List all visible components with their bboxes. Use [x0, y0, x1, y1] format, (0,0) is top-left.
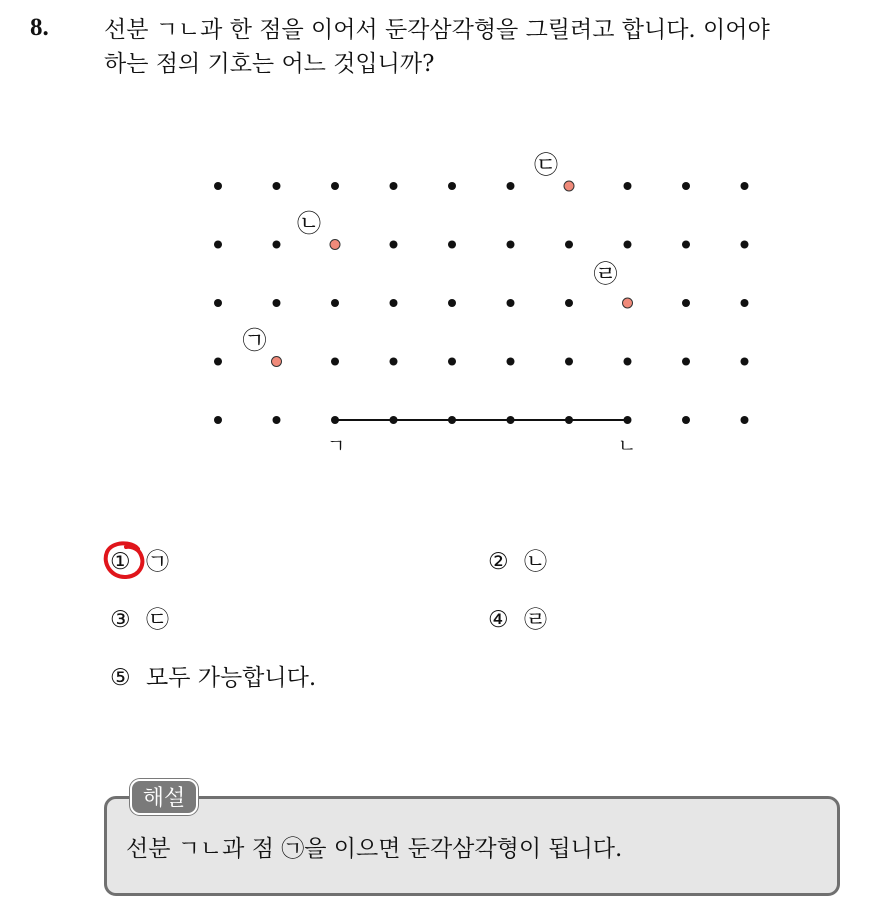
- choice-4-number: ④: [488, 607, 509, 633]
- choice-1-value: ㉠: [146, 549, 169, 575]
- question-line-1: 선분 ㄱㄴ과 한 점을 이어서 둔각삼각형을 그릴려고 합니다. 이어야: [104, 17, 770, 43]
- choice-3-value: ㉢: [146, 607, 169, 633]
- choice-1[interactable]: [110, 548, 169, 576]
- solution-text: 선분 ㄱㄴ과 점 ㉠을 이으면 둔각삼각형이 됩니다.: [126, 836, 623, 862]
- grid-dot: [273, 416, 281, 424]
- choice-2-value: ㉡: [524, 549, 547, 575]
- point-nieun: [297, 210, 340, 250]
- point-giyeok-dot: [272, 357, 282, 367]
- choice-3-number: ③: [110, 607, 131, 633]
- choice-2[interactable]: [488, 548, 547, 576]
- grid-dot: [448, 182, 456, 190]
- grid-dot: [390, 241, 398, 249]
- grid-dot: [390, 358, 398, 366]
- segment-end-label: ㄴ: [617, 435, 637, 457]
- grid-dot: [273, 299, 281, 307]
- grid-dot: [214, 241, 222, 249]
- grid-dot: [507, 299, 515, 307]
- grid-dot: [682, 182, 690, 190]
- grid-dot: [448, 241, 456, 249]
- grid-dot: [624, 241, 632, 249]
- grid-dot: [682, 416, 690, 424]
- question-number: 8.: [30, 14, 49, 41]
- grid-dot: [741, 358, 749, 366]
- grid-dot: [565, 241, 573, 249]
- grid-dot: [507, 241, 515, 249]
- question-line-2: 하는 점의 기호는 어느 것입니까?: [104, 51, 435, 77]
- grid-dot: [214, 358, 222, 366]
- grid-dot: [682, 299, 690, 307]
- grid-dot: [390, 299, 398, 307]
- grid-dot: [331, 358, 339, 366]
- grid-dot: [565, 299, 573, 307]
- point-digeut-label: ㉢: [534, 151, 558, 179]
- grid-dot: [331, 299, 339, 307]
- grid-dot: [448, 299, 456, 307]
- point-nieun-dot: [330, 240, 340, 250]
- grid-dot: [624, 182, 632, 190]
- grid-dot: [682, 358, 690, 366]
- solution-tab: 해설: [130, 779, 198, 815]
- grid-dot: [624, 358, 632, 366]
- grid-dot: [273, 182, 281, 190]
- choice-5-number: ⑤: [110, 665, 131, 691]
- choice-4[interactable]: [488, 606, 547, 634]
- grid-dot: [214, 182, 222, 190]
- point-giyeok: [243, 327, 282, 367]
- grid-dot: [507, 358, 515, 366]
- candidate-points: [243, 151, 633, 367]
- point-rieul: [594, 260, 633, 308]
- choice-1-number: ①: [110, 549, 131, 575]
- grid-dot: [214, 299, 222, 307]
- grid-dot: [565, 358, 573, 366]
- grid-dot: [741, 416, 749, 424]
- grid-dot: [448, 358, 456, 366]
- grid-dot: [741, 182, 749, 190]
- choice-4-value: ㉣: [524, 607, 547, 633]
- grid-dots: [214, 182, 749, 424]
- point-nieun-label: ㉡: [297, 209, 321, 238]
- choice-5[interactable]: [110, 664, 316, 692]
- point-digeut: [534, 151, 574, 191]
- grid-dot: [741, 299, 749, 307]
- choice-2-number: ②: [488, 549, 509, 575]
- grid-dot: [273, 241, 281, 249]
- grid-dot: [390, 182, 398, 190]
- grid-dot: [507, 182, 515, 190]
- point-rieul-dot: [623, 298, 633, 308]
- grid-dot: [214, 416, 222, 424]
- grid-dot: [741, 241, 749, 249]
- point-digeut-dot: [564, 181, 574, 191]
- grid-dot: [331, 182, 339, 190]
- point-rieul-label: ㉣: [593, 260, 618, 288]
- segment-start-label: ㄱ: [326, 435, 346, 457]
- grid-dot: [682, 241, 690, 249]
- point-giyeok-label: ㉠: [242, 326, 267, 355]
- choice-3[interactable]: [110, 606, 169, 634]
- choice-5-value: 모두 가능합니다.: [146, 665, 317, 691]
